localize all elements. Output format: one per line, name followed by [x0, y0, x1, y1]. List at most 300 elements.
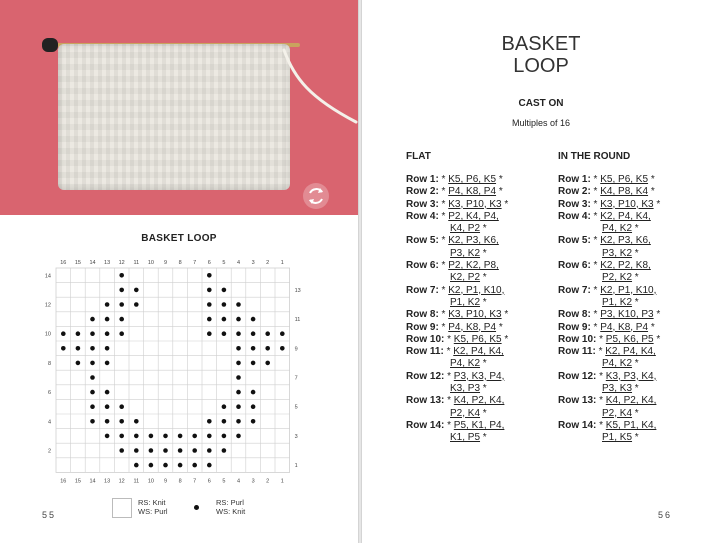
instruction-row	[406, 309, 508, 321]
chart-title: BASKET LOOP	[141, 233, 217, 244]
stitch-sequence: K4, P2, K4,	[453, 395, 505, 407]
purl-stitch-dot	[222, 404, 227, 409]
purl-stitch-dot	[236, 390, 241, 395]
purl-stitch-dot	[134, 448, 139, 453]
column-label-top: 15	[74, 260, 81, 266]
instruction-line: Row 5: * K2, P3, K6,	[558, 235, 651, 247]
instruction-row	[406, 395, 508, 420]
column-label-bottom: 10	[147, 478, 154, 485]
row-label: Row 13:	[558, 395, 597, 407]
purl-stitch-dot	[207, 434, 212, 439]
purl-stitch-dot	[207, 331, 212, 336]
legend-purl-ws: WS: Knit	[216, 507, 246, 516]
stitch-sequence: P2, K4, P4,	[448, 210, 499, 222]
stitch-sequence: K3, P3	[450, 383, 481, 395]
purl-stitch-dot	[236, 346, 241, 351]
purl-stitch-dot	[192, 434, 197, 439]
purl-stitch-dot	[105, 390, 110, 395]
stitch-sequence: K1, P5	[450, 432, 481, 444]
instruction-row	[558, 199, 660, 211]
legend-knit-rs: RS: Knit	[138, 498, 166, 507]
column-label-bottom: 15	[74, 478, 81, 485]
stitch-sequence: K3, P3, K4,	[605, 370, 657, 382]
stitch-sequence: P1, K2	[602, 296, 633, 308]
purl-stitch-dot	[163, 434, 168, 439]
stitch-sequence: P2, K2	[602, 272, 633, 284]
column-label-bottom: 12	[118, 478, 125, 485]
row-label: Row 12:	[558, 370, 597, 382]
row-label: Row 2:	[558, 186, 591, 198]
purl-stitch-dot	[119, 404, 124, 409]
purl-stitch-dot	[207, 463, 212, 468]
instruction-line: Row 11: * K2, P4, K4,	[558, 346, 656, 358]
page-number-right: 56	[658, 510, 673, 520]
instruction-line: Row 14: * P5, K1, P4,	[406, 419, 505, 431]
column-label-top: 3	[251, 260, 255, 266]
purl-stitch-dot	[163, 448, 168, 453]
instruction-line: Row 12: * K3, P3, K4,	[558, 370, 657, 382]
column-label-top: 2	[266, 260, 270, 266]
instruction-row	[406, 371, 508, 396]
purl-stitch-dot	[119, 434, 124, 439]
row-label: Row 2:	[406, 186, 439, 198]
instruction-line: Row 1: * K5, P6, K5 *	[558, 174, 655, 185]
round-instructions	[558, 174, 660, 445]
instruction-line: Row 10: * P5, K6, P5 *	[558, 333, 661, 345]
row-label: Row 6:	[406, 260, 439, 272]
instruction-continuation: K3, P3 *	[450, 383, 487, 395]
purl-stitch-dot	[222, 288, 227, 293]
column-label-bottom: 2	[266, 478, 270, 485]
purl-stitch-dot	[236, 317, 241, 322]
instruction-row	[558, 260, 660, 285]
stitch-sequence: K5, P1, K4,	[605, 419, 657, 431]
instruction-row	[406, 285, 508, 310]
column-label-bottom: 1	[280, 478, 284, 485]
stitch-sequence: P3, K10, P3	[600, 309, 654, 321]
legend-purl-rs: RS: Purl	[216, 498, 244, 507]
column-label-bottom: 7	[193, 478, 197, 485]
purl-stitch-dot	[236, 419, 241, 424]
instruction-continuation: P2, K2 *	[602, 272, 639, 284]
page-number-left: 55	[42, 510, 57, 520]
purl-stitch-dot	[90, 390, 95, 395]
column-label-top: 11	[133, 260, 140, 266]
stitch-sequence: P1, K2	[450, 296, 481, 308]
instruction-continuation: K4, P2 *	[450, 223, 487, 235]
column-label-bottom: 14	[89, 478, 96, 485]
purl-stitch-dot	[76, 346, 81, 351]
instruction-line: Row 13: * K4, P2, K4,	[558, 395, 657, 407]
instruction-continuation: P4, K2 *	[450, 358, 487, 370]
purl-stitch-dot	[222, 448, 227, 453]
purl-stitch-dot	[61, 346, 66, 351]
stitch-sequence: K3, P10, K3	[448, 309, 502, 321]
stitch-sequence: K2, P4, K4,	[453, 346, 504, 358]
purl-stitch-dot	[222, 434, 227, 439]
legend-knit-square	[112, 498, 132, 518]
column-label-top: 1	[280, 260, 284, 266]
purl-stitch-dot	[134, 434, 139, 439]
pattern-title-line1: BASKET	[501, 33, 581, 55]
column-label-top: 4	[236, 260, 241, 266]
row-label: Row 5:	[558, 235, 591, 247]
stitch-sequence: P5, K1, P4,	[453, 419, 505, 431]
stitch-sequence: P2, K4	[602, 407, 633, 419]
instruction-continuation: P2, K4 *	[450, 407, 487, 419]
cast-on-multiples: Multiples of 16	[511, 118, 571, 128]
row-label-right: 7	[294, 375, 298, 382]
purl-stitch-dot	[207, 317, 212, 322]
purl-stitch-dot	[105, 302, 110, 307]
row-label: Row 7:	[406, 284, 439, 296]
instruction-row	[406, 346, 508, 371]
instruction-row	[406, 186, 508, 198]
purl-stitch-dot	[207, 302, 212, 307]
stitch-sequence: P4, K8, P4	[448, 321, 497, 333]
instruction-continuation: P4, K2 *	[602, 358, 639, 370]
stitch-chart	[40, 255, 310, 490]
purl-stitch-dot	[119, 331, 124, 336]
purl-stitch-dot	[207, 419, 212, 424]
row-label-left: 4	[47, 419, 51, 426]
column-label-bottom: 5	[222, 478, 226, 485]
pattern-title	[362, 33, 720, 77]
stitch-sequence: K2, P3, K6,	[600, 235, 651, 247]
instruction-continuation: P3, K2 *	[602, 247, 639, 259]
purl-stitch-dot	[251, 331, 256, 336]
stitch-sequence: K5, P6, K5	[448, 174, 497, 185]
row-label: Row 4:	[558, 210, 591, 222]
row-label: Row 8:	[406, 309, 439, 321]
column-label-bottom: 4	[236, 478, 241, 485]
purl-stitch-dot	[192, 448, 197, 453]
purl-stitch-dot	[280, 331, 285, 336]
stitch-sequence: K2, P4, K4,	[600, 210, 651, 222]
row-label: Row 9:	[558, 321, 591, 333]
swatch-photo	[0, 0, 358, 215]
column-label-bottom: 6	[207, 478, 211, 485]
flat-instructions	[406, 174, 508, 445]
instruction-row	[558, 174, 660, 186]
purl-stitch-dot	[207, 273, 212, 278]
row-label-right: 11	[294, 317, 301, 324]
row-label: Row 12:	[406, 370, 445, 382]
flat-heading: FLAT	[406, 151, 431, 162]
row-label: Row 10:	[558, 333, 597, 345]
purl-stitch-dot	[265, 361, 270, 366]
column-label-top: 6	[207, 260, 211, 266]
instruction-continuation: P1, K2 *	[602, 296, 639, 308]
purl-stitch-dot	[105, 317, 110, 322]
row-label: Row 1:	[406, 174, 439, 185]
purl-stitch-dot	[207, 448, 212, 453]
instruction-line: Row 2: * P4, K8, P4 *	[406, 186, 503, 198]
column-label-top: 10	[147, 260, 154, 266]
purl-stitch-dot	[90, 375, 95, 380]
purl-stitch-dot	[134, 463, 139, 468]
purl-stitch-dot	[236, 361, 241, 366]
instruction-line: Row 5: * K2, P3, K6,	[406, 235, 499, 247]
instruction-continuation: P3, K3 *	[602, 383, 639, 395]
row-label-left: 6	[47, 390, 51, 397]
instruction-line: Row 2: * K4, P8, K4 *	[558, 186, 655, 198]
instruction-line: Row 14: * K5, P1, K4,	[558, 419, 657, 431]
left-page	[0, 0, 358, 543]
stitch-sequence: P4, K2	[602, 358, 633, 370]
column-label-top: 16	[60, 260, 67, 266]
purl-stitch-dot	[265, 331, 270, 336]
instruction-line: Row 8: * K3, P10, K3 *	[406, 309, 509, 321]
column-label-top: 14	[89, 260, 96, 266]
instruction-line: Row 10: * K5, P6, K5 *	[406, 333, 509, 345]
stitch-sequence: P3, K2	[602, 247, 633, 259]
row-label-left: 10	[44, 331, 51, 338]
instruction-continuation: P4, K2 *	[602, 223, 639, 235]
stitch-sequence: P2, K4	[450, 407, 481, 419]
instruction-line: Row 7: * K2, P1, K10,	[406, 284, 505, 296]
purl-stitch-dot	[105, 419, 110, 424]
column-label-top: 8	[178, 260, 182, 266]
stitch-sequence: P4, K2	[602, 223, 633, 235]
instruction-continuation: P2, K4 *	[602, 407, 639, 419]
row-label-left: 12	[44, 302, 51, 309]
stitch-sequence: K4, P2, K4,	[605, 395, 657, 407]
instruction-row	[558, 322, 660, 334]
instruction-row	[558, 371, 660, 396]
instruction-row	[558, 334, 660, 346]
purl-stitch-dot	[251, 419, 256, 424]
stitch-sequence: P4, K2	[450, 358, 481, 370]
instruction-row	[558, 186, 660, 198]
row-label-left: 14	[44, 273, 51, 280]
purl-stitch-dot	[119, 273, 124, 278]
instruction-line: Row 9: * P4, K8, P4 *	[558, 321, 655, 333]
row-label: Row 1:	[558, 174, 591, 185]
stitch-sequence: K2, P1, K10,	[448, 284, 505, 296]
purl-stitch-dot	[251, 404, 256, 409]
instruction-line: Row 11: * K2, P4, K4,	[406, 346, 504, 358]
instruction-line: Row 6: * K2, P2, K8,	[558, 260, 651, 272]
purl-stitch-dot	[119, 317, 124, 322]
column-label-top: 12	[118, 260, 125, 266]
row-label: Row 3:	[406, 198, 439, 210]
purl-stitch-dot	[90, 404, 95, 409]
instruction-row	[558, 420, 660, 445]
purl-stitch-dot	[134, 419, 139, 424]
purl-stitch-dot	[76, 331, 81, 336]
column-label-top: 13	[104, 260, 111, 266]
instruction-line: Row 13: * K4, P2, K4,	[406, 395, 505, 407]
purl-stitch-dot	[90, 331, 95, 336]
instruction-line: Row 7: * K2, P1, K10,	[558, 284, 657, 296]
purl-stitch-dot	[119, 302, 124, 307]
instruction-line: Row 9: * P4, K8, P4 *	[406, 321, 503, 333]
row-label-right: 5	[294, 404, 298, 411]
purl-stitch-dot	[236, 331, 241, 336]
instruction-row	[406, 211, 508, 236]
stitch-sequence: K3, P10, K3	[600, 198, 654, 210]
stitch-sequence: K2, P4, K4,	[605, 346, 656, 358]
instruction-row	[558, 285, 660, 310]
purl-stitch-dot	[178, 448, 183, 453]
row-label: Row 14:	[406, 419, 445, 431]
row-label: Row 9:	[406, 321, 439, 333]
instruction-row	[406, 235, 508, 260]
row-label-right: 3	[294, 433, 298, 440]
purl-stitch-dot	[207, 288, 212, 293]
purl-stitch-dot	[90, 419, 95, 424]
instruction-row	[558, 395, 660, 420]
round-heading: IN THE ROUND	[558, 151, 631, 162]
row-label: Row 8:	[558, 309, 591, 321]
stitch-sequence: P3, K3, P4,	[453, 370, 505, 382]
purl-stitch-dot	[280, 346, 285, 351]
purl-stitch-dot	[105, 404, 110, 409]
page-flip-icon[interactable]	[303, 183, 329, 209]
instruction-line: Row 8: * P3, K10, P3 *	[558, 309, 661, 321]
purl-stitch-dot	[61, 331, 66, 336]
instruction-continuation: P1, K5 *	[602, 432, 639, 444]
instruction-line: Row 3: * K3, P10, K3 *	[558, 198, 661, 210]
purl-stitch-dot	[105, 346, 110, 351]
instruction-row	[558, 211, 660, 236]
purl-stitch-dot	[236, 375, 241, 380]
legend-purl-dot	[194, 505, 199, 510]
right-page	[362, 0, 720, 543]
instruction-row	[406, 260, 508, 285]
purl-stitch-dot	[236, 404, 241, 409]
pattern-title-line2: LOOP	[513, 55, 569, 77]
purl-stitch-dot	[76, 361, 81, 366]
stitch-sequence: K2, P2	[450, 272, 481, 284]
purl-stitch-dot	[90, 317, 95, 322]
yarn-tail	[280, 48, 358, 128]
column-label-top: 7	[193, 260, 197, 266]
row-label: Row 11:	[558, 346, 596, 358]
stitch-sequence: K3, P10, K3	[448, 198, 502, 210]
instruction-row	[406, 174, 508, 186]
column-label-bottom: 8	[178, 478, 182, 485]
purl-stitch-dot	[119, 419, 124, 424]
purl-stitch-dot	[222, 331, 227, 336]
row-label: Row 5:	[406, 235, 439, 247]
row-label: Row 14:	[558, 419, 597, 431]
purl-stitch-dot	[192, 463, 197, 468]
instruction-continuation: K2, P2 *	[450, 272, 487, 284]
instruction-line: Row 12: * P3, K3, P4,	[406, 370, 505, 382]
row-label-right: 1	[294, 463, 298, 470]
column-label-bottom: 9	[163, 478, 168, 485]
instruction-row	[558, 235, 660, 260]
stitch-sequence: K4, P2	[450, 223, 481, 235]
stitch-sequence: K5, P6, K5	[600, 174, 649, 185]
purl-stitch-dot	[105, 361, 110, 366]
stitch-sequence: P5, K6, P5	[605, 333, 654, 345]
purl-stitch-dot	[222, 317, 227, 322]
row-label: Row 11:	[406, 346, 444, 358]
purl-stitch-dot	[251, 317, 256, 322]
purl-stitch-dot	[149, 434, 154, 439]
instruction-row	[558, 309, 660, 321]
instruction-continuation: P3, K2 *	[450, 247, 487, 259]
purl-stitch-dot	[149, 448, 154, 453]
stitch-sequence: K5, P6, K5	[453, 333, 502, 345]
purl-stitch-dot	[222, 419, 227, 424]
purl-stitch-dot	[105, 434, 110, 439]
column-label-bottom: 13	[104, 478, 111, 485]
purl-stitch-dot	[178, 434, 183, 439]
column-label-bottom: 3	[251, 478, 255, 485]
cast-on-heading: CAST ON	[518, 98, 564, 109]
purl-stitch-dot	[222, 302, 227, 307]
row-label: Row 7:	[558, 284, 591, 296]
row-label-left: 8	[47, 360, 51, 367]
column-label-bottom: 16	[60, 478, 67, 485]
instruction-row	[406, 334, 508, 346]
purl-stitch-dot	[134, 302, 139, 307]
instruction-line: Row 6: * P2, K2, P8,	[406, 260, 499, 272]
row-label-right: 9	[294, 346, 298, 353]
purl-stitch-dot	[265, 346, 270, 351]
row-label: Row 10:	[406, 333, 445, 345]
instruction-row	[406, 199, 508, 211]
purl-stitch-dot	[105, 331, 110, 336]
column-label-top: 9	[163, 260, 168, 266]
purl-stitch-dot	[251, 346, 256, 351]
instruction-line: Row 4: * K2, P4, K4,	[558, 210, 651, 222]
purl-stitch-dot	[90, 361, 95, 366]
stitch-sequence: P1, K5	[602, 432, 633, 444]
row-label-right: 13	[294, 287, 301, 294]
stitch-sequence: P3, K2	[450, 247, 481, 259]
instruction-row	[558, 346, 660, 371]
row-label: Row 3:	[558, 198, 591, 210]
instruction-row	[406, 322, 508, 334]
purl-stitch-dot	[178, 463, 183, 468]
instruction-line: Row 3: * K3, P10, K3 *	[406, 198, 509, 210]
row-label: Row 6:	[558, 260, 591, 272]
knitted-swatch	[58, 44, 290, 190]
row-label: Row 4:	[406, 210, 439, 222]
stitch-sequence: K2, P2, K8,	[600, 260, 651, 272]
stitch-sequence: P3, K3	[602, 383, 633, 395]
column-label-bottom: 11	[133, 478, 140, 485]
purl-stitch-dot	[119, 288, 124, 293]
stitch-sequence: K4, P8, K4	[600, 186, 649, 198]
instruction-continuation: K1, P5 *	[450, 432, 487, 444]
purl-stitch-dot	[149, 463, 154, 468]
instruction-line: Row 4: * P2, K4, P4,	[406, 210, 499, 222]
purl-stitch-dot	[119, 448, 124, 453]
instruction-row	[406, 420, 508, 445]
row-label-left: 2	[47, 448, 51, 455]
purl-stitch-dot	[236, 434, 241, 439]
stitch-sequence: P4, K8, P4	[600, 321, 649, 333]
purl-stitch-dot	[134, 288, 139, 293]
legend-knit-ws: WS: Purl	[138, 507, 168, 516]
stitch-sequence: P2, K2, P8,	[448, 260, 499, 272]
purl-stitch-dot	[163, 463, 168, 468]
instruction-line: Row 1: * K5, P6, K5 *	[406, 174, 503, 185]
purl-stitch-dot	[251, 390, 256, 395]
needle-end-cap	[42, 38, 58, 52]
purl-stitch-dot	[251, 361, 256, 366]
stitch-sequence: K2, P1, K10,	[600, 284, 657, 296]
purl-stitch-dot	[236, 302, 241, 307]
stitch-sequence: P4, K8, P4	[448, 186, 497, 198]
row-label: Row 13:	[406, 395, 445, 407]
